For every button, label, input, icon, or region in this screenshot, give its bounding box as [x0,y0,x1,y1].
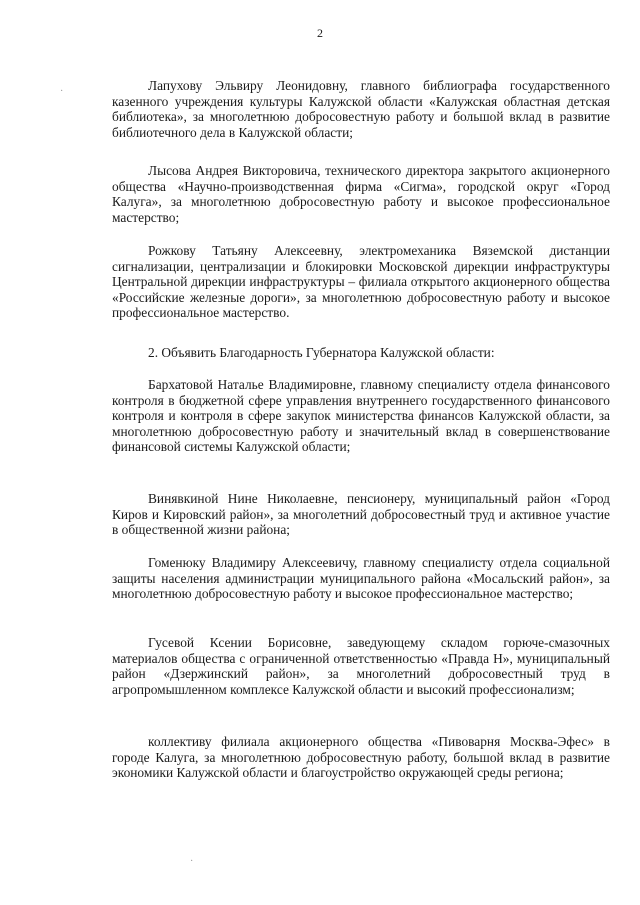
award-paragraph-lysov: Лысова Андрея Викторовича, технического директора закрытого акционерного общества «Научно-производственная фирма «Сигма», городской округ «Город Калуга», за многолетнюю добросовестную работу и высокое профессиональное мастерство; [112,163,610,225]
section-2-heading: 2. Объявить Благодарность Губернатора Калужской области: [148,345,495,360]
page-number: 2 [317,26,323,40]
gratitude-paragraph-gomenyuk: Гоменюку Владимиру Алексеевичу, главному специалисту отдела социальной защиты населения администрации муниципального района «Мосальский район», за многолетнюю добросовестную работу и высокое профессиональное мастерство; [112,555,610,602]
scan-speck: · [60,86,64,97]
award-paragraph-lapukhova: Лапухову Эльвиру Леонидовну, главного библиографа государственного казенного учреждения культуры Калужской области «Калужская областная детская библиотека», за многолетнюю добросовестную работу и большой вклад в развитие библиотечного дела в Калужской области; [112,78,610,140]
award-paragraph-rozhkova: Рожкову Татьяну Алексеевну, электромеханика Вяземской дистанции сигнализации, централизации и блокировки Московской дирекции инфраструктуры Центральной дирекции инфраструктуры – филиала открытого акционерного общества «Российские железные дороги», за многолетнюю добросовестную работу и высокое профессиональное мастерство. [112,243,610,321]
gratitude-paragraph-vinyavkina: Винявкиной Нине Николаевне, пенсионеру, муниципальный район «Город Киров и Кировский район», за многолетний добросовестный труд и активное участие в общественной жизни района; [112,491,610,538]
gratitude-paragraph-barkhatova: Бархатовой Наталье Владимировне, главному специалисту отдела финансового контроля в бюджетной сфере управления внутреннего государственного финансового контроля и контроля в сфере закупок министерства финансов Калужской области, за многолетнюю добросовестную работу и значительный вклад в совершенствование финансовой системы Калужской области; [112,377,610,455]
scan-speck: · [190,856,194,867]
gratitude-paragraph-guseva: Гусевой Ксении Борисовне, заведующему складом горюче-смазочных материалов общества с ограниченной ответственностью «Правда Н», муниципальный район «Дзержинский район», за многолетний добросовестный труд в агропромышленном комплексе Калужской области и высокий профессионализм; [112,635,610,697]
gratitude-paragraph-pivovarnya: коллективу филиала акционерного общества «Пивоварня Москва-Эфес» в городе Калуга, за многолетнюю добросовестную работу, большой вклад в развитие экономики Калужской области и благоустройство окружающей среды региона; [112,734,610,781]
